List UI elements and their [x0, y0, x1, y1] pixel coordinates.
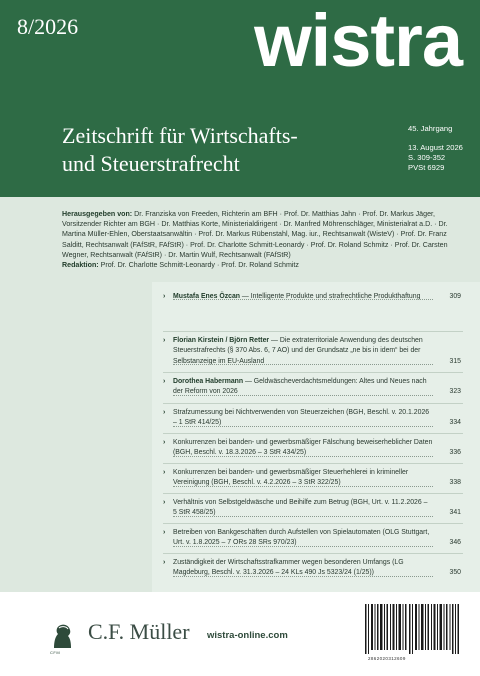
- subtitle-line-1: Zeitschrift für Wirtschafts-: [62, 123, 298, 148]
- leader-dots: [173, 486, 433, 487]
- leader-dots: [173, 426, 433, 427]
- toc-page: 315: [449, 357, 461, 365]
- toc-author: Mustafa Enes Özcan: [173, 293, 241, 300]
- toc-item[interactable]: [163, 292, 463, 302]
- toc-item[interactable]: [163, 336, 463, 367]
- toc-title: Konkurrenzen bei banden- und gewerbsmäßiger Steuerhehlerei in krimineller Vereinigung (BGH, Beschl. v. 4.2.2026 – 3 StR 322/25): [173, 469, 409, 487]
- website-link[interactable]: wistra-online.com: [207, 630, 288, 641]
- toc-title: — Die extraterritoriale Anwendung des deutschen Steuerstrafrechts (§ 370 Abs. 6, 7 AO) und der Grundsatz „ne bis in idem“ bei der Selbstanzeige im EU-Ausland: [173, 337, 423, 365]
- barcode-icon: [365, 604, 460, 654]
- toc-divider: [163, 463, 463, 464]
- chevron-right-icon: ›: [163, 469, 166, 476]
- chevron-right-icon: ›: [163, 499, 166, 506]
- toc-title: Konkurrenzen bei banden- und gewerbsmäßiger Fälschung beweiserheblicher Daten (BGH, Beschl. v. 18.3.2026 – 3 StR 434/25): [173, 439, 433, 457]
- chevron-right-icon: ›: [163, 337, 166, 344]
- leader-dots: [173, 546, 433, 547]
- chevron-right-icon: ›: [163, 409, 166, 416]
- toc-author: Florian Kirstein / Björn Retter: [173, 337, 270, 344]
- toc-title: Strafzumessung bei Nichtverwenden von Steuerzeichen (BGH, Beschl. v. 20.1.2026 – 1 StR 414/25): [173, 409, 430, 427]
- chevron-right-icon: ›: [163, 378, 166, 385]
- toc-divider: [163, 553, 463, 554]
- pvst-number: PVSt 6929: [408, 163, 445, 172]
- leader-dots: [173, 299, 433, 300]
- toc-title: Verhältnis von Selbstgeldwäsche und Beihilfe zum Betrug (BGH, Urt. v. 11.2.2026 – 5 StR 458/25): [173, 499, 428, 517]
- chevron-right-icon: ›: [163, 439, 166, 446]
- redaktion-text: Prof. Dr. Charlotte Schmitt-Leonardy · Prof. Dr. Roland Schmitz: [100, 261, 299, 270]
- subtitle-line-2: und Steuerstrafrecht: [62, 151, 240, 176]
- toc-item[interactable]: [163, 558, 463, 579]
- toc-item[interactable]: [163, 377, 463, 398]
- toc-item[interactable]: [163, 498, 463, 519]
- editors-label: Herausgegeben von:: [62, 210, 133, 218]
- toc-page: 309: [449, 293, 461, 300]
- toc-item[interactable]: [163, 468, 463, 489]
- page-range: S. 309-352: [408, 153, 446, 162]
- athena-head-logo-icon: [46, 622, 76, 650]
- redaktion-label: Redaktion:: [62, 261, 99, 270]
- toc-item[interactable]: [163, 528, 463, 549]
- editors-block: [62, 209, 467, 270]
- toc-divider: [163, 331, 463, 332]
- toc-page: 338: [449, 479, 461, 487]
- leader-dots: [173, 364, 433, 365]
- toc-page: 341: [449, 509, 461, 517]
- toc-page: 334: [449, 419, 461, 427]
- toc-divider: [163, 493, 463, 494]
- toc-page: 336: [449, 449, 461, 457]
- journal-subtitle: [62, 122, 362, 178]
- volume: 45. Jahrgang: [408, 124, 453, 133]
- toc-divider: [163, 372, 463, 373]
- toc-divider: [163, 523, 463, 524]
- leader-dots: [173, 456, 433, 457]
- toc-page: 323: [449, 388, 461, 396]
- barcode-number: 2862020312609: [368, 656, 406, 661]
- toc-title: — Intelligente Produkte und strafrechtliche Produkthaftung: [240, 293, 421, 300]
- leader-dots: [173, 395, 433, 396]
- toc-title: — Geldwäscheverdachtsmeldungen: Altes und Neues nach der Reform von 2026: [173, 378, 427, 396]
- toc-page: 346: [449, 539, 461, 547]
- chevron-right-icon: ›: [163, 559, 166, 566]
- toc-title: Betreiben von Bankgeschäften durch Aufstellen von Spielautomaten (OLG Stuttgart, Urt. v. 1.8.2025 – 7 ORs 28 SRs 970/23): [173, 529, 430, 547]
- logo-caption: CFM: [50, 650, 61, 655]
- editors-text: Dr. Franziska von Freeden, Richterin am BFH · Prof. Dr. Matthias Jahn · Prof. Dr. Markus Jäger, Vorsitzender Richter am BGH · Dr. Matthias Korte, Ministerialdirigent · Dr. Manfred Möhrenschläger, Ministerialrat a.D. · Dr. Martina Müller-Ehlen, Oberstaatsanwältin · Prof. Dr. Markus Rübenstahl, Mag. iur., Rechtsanwalt (WisteV) · Prof. Dr. Franz Salditt, Rechtsanwalt (FAfStR, FAfStR) · Prof. Dr. Charlotte Schmitt-Leonardy · Prof. Dr. Roland Schmitz · Prof. Dr. Carsten Wegner, Rechtsanwalt (FAfStR) · Dr. Martin Wulf, Rechtsanwalt (FAfStR): [62, 210, 448, 259]
- toc-divider: [163, 403, 463, 404]
- chevron-right-icon: ›: [163, 529, 166, 536]
- toc-author: Dorothea Habermann: [173, 378, 244, 385]
- issue-number: 8/2026: [17, 14, 79, 39]
- masthead-title: wistra: [254, 0, 462, 82]
- toc-item[interactable]: [163, 438, 463, 459]
- toc-title: Zuständigkeit der Wirtschaftsstrafkammer wegen besonderen Umfangs (LG Magdeburg, Beschl. v. 31.3.2026 – 24 KLs 490 Js 5323/24 (1/25)): [173, 559, 404, 577]
- publisher-name: C.F. Müller: [88, 619, 190, 644]
- chevron-right-icon: ›: [163, 293, 166, 300]
- issue-date: 13. August 2026: [408, 143, 463, 152]
- cover-header: [0, 0, 480, 197]
- toc-item[interactable]: [163, 408, 463, 429]
- toc-page: 350: [449, 569, 461, 577]
- toc-divider: [163, 433, 463, 434]
- leader-dots: [173, 516, 433, 517]
- leader-dots: [173, 576, 433, 577]
- issue-meta: [408, 124, 463, 173]
